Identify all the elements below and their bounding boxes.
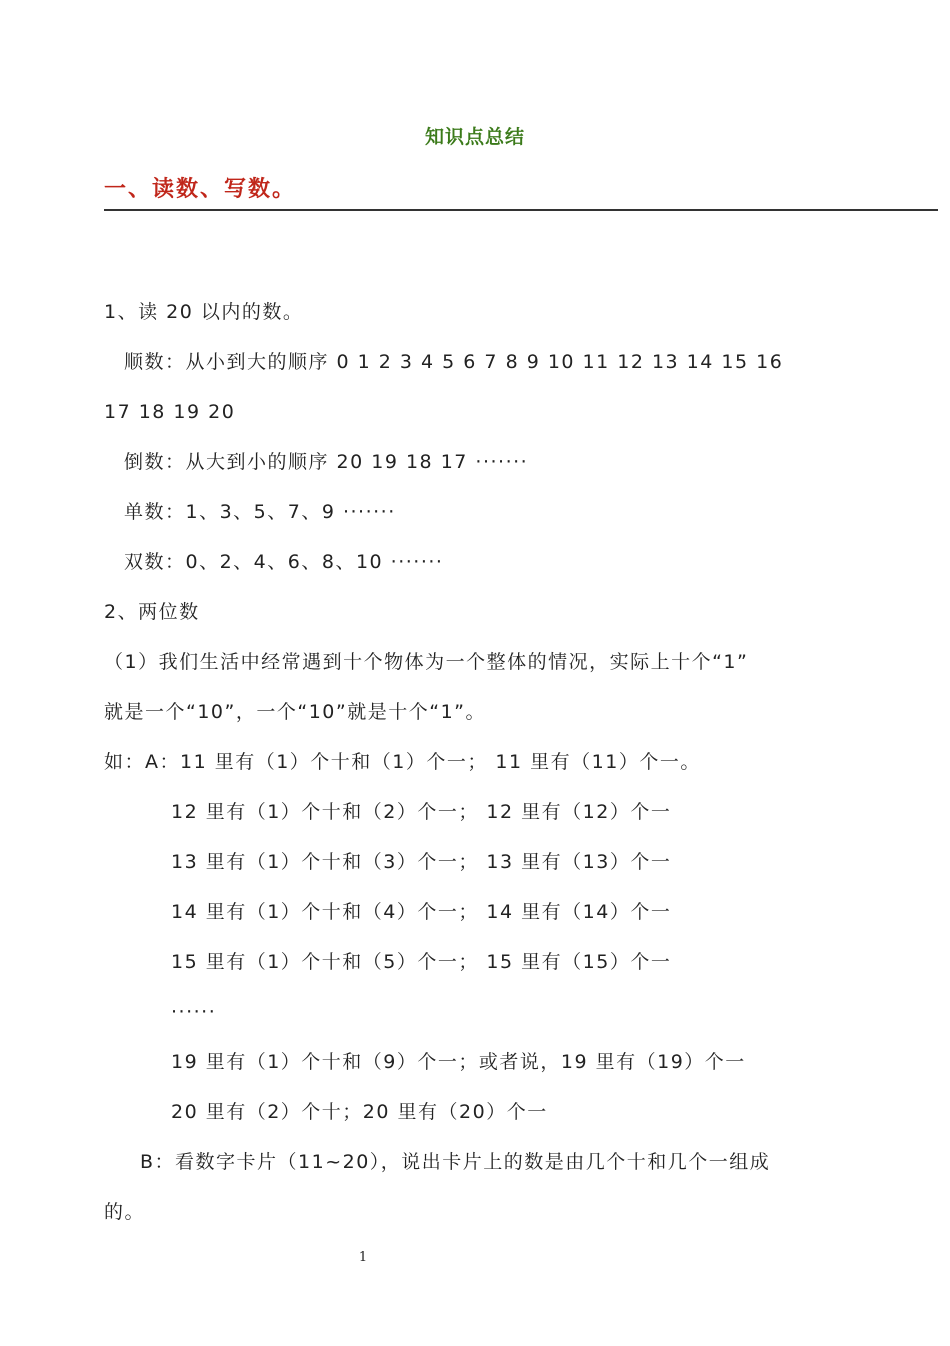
- item-1-heading: 1、读 20 以内的数。: [104, 301, 304, 323]
- example-b-continued: 的。: [104, 1201, 146, 1223]
- example-line: 14 里有（1）个十和（4）个一； 14 里有（14）个一: [171, 901, 672, 923]
- example-b-line: B：看数字卡片（11~20），说出卡片上的数是由几个十和几个一组成: [140, 1151, 771, 1173]
- page-number: 1: [358, 1250, 368, 1265]
- example-line: 12 里有（1）个十和（2）个一； 12 里有（12）个一: [171, 801, 672, 823]
- even-numbers-line: 双数：0、2、4、6、8、10 ·······: [124, 551, 444, 573]
- ascending-order-line: 顺数：从小到大的顺序 0 1 2 3 4 5 6 7 8 9 10 11 12 13 14 15 16: [124, 351, 784, 373]
- section-divider: [104, 209, 938, 211]
- example-line: 13 里有（1）个十和（3）个一； 13 里有（13）个一: [171, 851, 672, 873]
- example-line: 15 里有（1）个十和（5）个一； 15 里有（15）个一: [171, 951, 672, 973]
- page-title: 知识点总结: [424, 126, 525, 148]
- paragraph-line: 就是一个“10”，一个“10”就是十个“1”。: [104, 701, 487, 723]
- item-2-heading: 2、两位数: [104, 601, 200, 623]
- paragraph-line: （1）我们生活中经常遇到十个物体为一个整体的情况，实际上十个“1”: [104, 651, 749, 673]
- example-line: 20 里有（2）个十；20 里有（20）个一: [171, 1101, 548, 1123]
- ellipsis-line: ······: [171, 1001, 217, 1023]
- example-line: 19 里有（1）个十和（9）个一；或者说，19 里有（19）个一: [171, 1051, 746, 1073]
- descending-order-line: 倒数：从大到小的顺序 20 19 18 17 ·······: [124, 451, 529, 473]
- section-heading: 一、读数、写数。: [104, 176, 297, 202]
- odd-numbers-line: 单数：1、3、5、7、9 ·······: [124, 501, 396, 523]
- example-a-line: 如：A：11 里有（1）个十和（1）个一； 11 里有（11）个一。: [104, 751, 701, 773]
- ascending-order-continued: 17 18 19 20: [104, 401, 236, 423]
